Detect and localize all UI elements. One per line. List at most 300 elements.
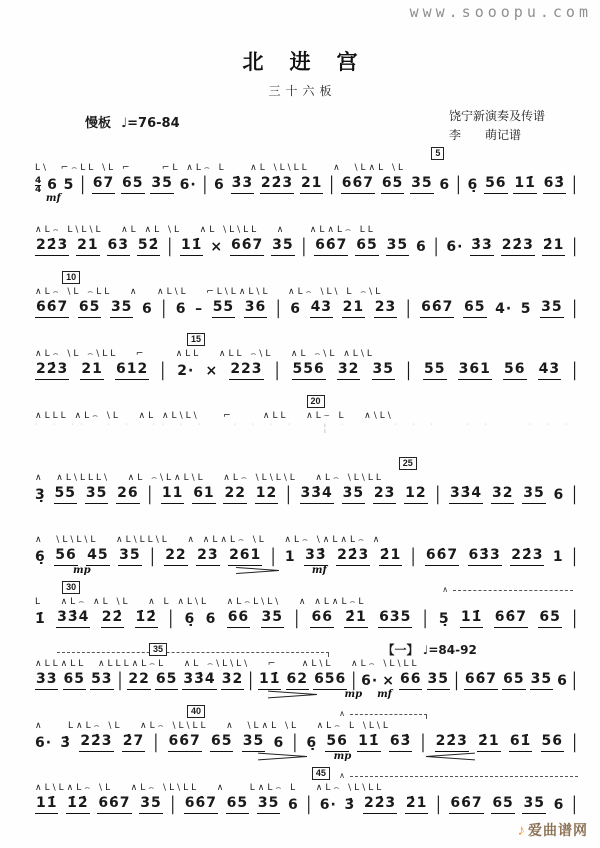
beamed-note-group: 11̇: [180, 236, 203, 256]
beamed-note-group: 2̇1: [405, 794, 428, 814]
dynamics-row: [35, 814, 578, 824]
dynamics-row: [35, 628, 578, 638]
beamed-note-group: 612: [115, 360, 149, 380]
beamed-note-group: 62: [286, 670, 309, 690]
note: 6̣: [306, 735, 318, 751]
dynamic-marking: mp: [73, 565, 91, 576]
beamed-note-group: 35: [257, 794, 280, 814]
beamed-note-group: 33̇4: [182, 670, 216, 690]
barline: |: [436, 794, 442, 816]
system-annotations: [35, 768, 578, 782]
fingering-ornaments-row: ∧L⌢ L\L\L ∧L ∧L \L ∧L \L\LL ∧ ∧L∧L⌢ LL: [35, 225, 376, 235]
beamed-note-group: 56: [484, 174, 507, 194]
note: 6·: [361, 673, 379, 689]
barline: |: [572, 360, 578, 382]
beamed-note-group: 52̇: [137, 236, 160, 256]
notes-row: [35, 670, 578, 690]
beamed-note-group: 66̇7: [168, 732, 202, 752]
music-system: [35, 396, 578, 452]
beamed-note-group: 22̇3: [260, 174, 294, 194]
note: ×: [210, 239, 224, 255]
music-note-icon: ♪: [517, 821, 525, 839]
beamed-note-group: 63: [107, 236, 130, 256]
beamed-note-group: 223: [229, 360, 263, 380]
barline: |: [167, 236, 174, 258]
measure-number-badge: 35: [149, 643, 167, 656]
measure-number-badge: 45: [312, 767, 330, 780]
beamed-note-group: 2̇1: [379, 546, 402, 566]
credit-performer: 饶宁新演奏及传谱: [448, 109, 545, 123]
beamed-note-group: 35: [540, 298, 563, 318]
barline: |: [170, 794, 177, 816]
barline: |: [420, 732, 427, 754]
fingering-ornaments-row: L\ ⌐⌢LL \L ⌐ ⌐L ∧L⌢ L ∧L \L\LL ∧ \L∧L \L: [35, 163, 407, 173]
page-subtitle: 三十六板: [268, 84, 337, 98]
barline: |: [292, 732, 299, 754]
barline: |: [329, 174, 335, 196]
system-annotations: [35, 272, 578, 286]
system-annotations: [35, 458, 578, 472]
fingering-ornaments-row: ∧ L∧L⌢ \L ∧L⌢ \L\LL ∧ \L∧L \L ∧L⌢ L \L\L: [35, 721, 391, 731]
note: 3̇: [60, 735, 72, 751]
dynamic-marking: mp: [333, 751, 352, 762]
note: –: [195, 301, 204, 317]
beamed-note-group: 66̇7: [494, 608, 528, 628]
beamed-note-group: 2̇1: [477, 732, 500, 752]
beamed-note-group: 66̇7: [314, 236, 348, 256]
beamed-note-group: 2̇1: [542, 236, 565, 256]
beamed-note-group: 21: [76, 236, 99, 256]
metronome-mark: ♩=76-84: [121, 116, 180, 131]
faded-notes-row: ˙ ˙ ˙˙ ˙ ˙ ˙˙ ˙ ˙ ˙ ˙ ˙ ˙ ¦ ˙ ˙ ˙ ˙ ˙ ˙ ˙ ˙ ˙: [35, 423, 575, 434]
beamed-note-group: 65: [491, 794, 514, 814]
beamed-note-group: 2̇7: [122, 732, 145, 752]
system-annotations: [35, 706, 578, 720]
beamed-note-group: 66̇7: [184, 794, 218, 814]
note: 6·: [35, 735, 53, 751]
note: 6·: [319, 797, 337, 813]
watermark: www.sooopu.com: [409, 3, 592, 21]
measure-number-badge: 15: [187, 333, 205, 346]
dynamic-marking: mf: [311, 565, 327, 576]
notes-row: [35, 298, 578, 318]
beamed-note-group: 67: [92, 174, 115, 194]
beamed-note-group: 55: [54, 484, 77, 504]
beamed-note-group: 53: [90, 670, 113, 690]
beamed-note-group: 56: [541, 732, 564, 752]
beamed-note-group: 61: [192, 484, 215, 504]
beamed-note-group: 63̇3: [468, 546, 502, 566]
section-tempo-label: 【一】 ♩=84-92: [382, 643, 477, 657]
page-title: 北进宫: [242, 51, 384, 74]
beamed-note-group: 65: [226, 794, 249, 814]
beamed-note-group: 43: [310, 298, 333, 318]
notes-row: [35, 174, 578, 194]
barline: |: [572, 794, 578, 816]
barline: |: [572, 484, 578, 506]
dynamics-row: [35, 690, 578, 700]
barline: |: [301, 236, 308, 258]
beamed-note-group: 2̇1: [344, 608, 367, 628]
beamed-note-group: 65: [78, 298, 101, 318]
beamed-note-group: 35: [386, 236, 409, 256]
beamed-note-group: 32: [221, 670, 244, 690]
beamed-note-group: 66̇7: [35, 298, 69, 318]
beamed-note-group: 66̇7: [449, 794, 483, 814]
beamed-note-group: 22̇3: [363, 794, 397, 814]
barline: |: [202, 174, 209, 196]
beamed-note-group: 65: [538, 608, 561, 628]
fingering-ornaments-row: ∧LLL ∧L⌢ \L ∧L ∧L\L\ ⌐ ∧LL ∧L⌣ L ∧\L\: [35, 411, 394, 421]
beamed-note-group: 35: [85, 484, 108, 504]
time-signature-denominator: 4: [35, 185, 42, 195]
note: 6: [175, 301, 187, 317]
site-logo: [518, 820, 589, 840]
note: 6: [553, 487, 565, 503]
barline: |: [294, 608, 301, 630]
beamed-note-group: 11: [161, 484, 184, 504]
beamed-note-group: 11̇: [460, 608, 483, 628]
beamed-note-group: 32: [337, 360, 360, 380]
beamed-note-group: 35: [342, 484, 365, 504]
beamed-note-group: 22: [223, 484, 246, 504]
beamed-note-group: 45: [86, 546, 109, 566]
system-annotations: [35, 396, 578, 410]
dynamics-row: [35, 504, 578, 514]
beamed-note-group: 65: [155, 670, 178, 690]
measure-number-badge: 10: [62, 271, 80, 284]
beamed-note-group: 361: [458, 360, 492, 380]
music-system: [35, 458, 578, 514]
beamed-note-group: 22̇3: [435, 732, 469, 752]
barline: |: [153, 732, 160, 754]
note: 1: [284, 549, 296, 565]
beamed-note-group: 22: [164, 546, 187, 566]
beamed-note-group: 21: [300, 174, 323, 194]
beamed-note-group: 66: [227, 608, 250, 628]
note: 6: [416, 239, 427, 255]
beamed-note-group: 56: [503, 360, 526, 380]
note: 3̣: [35, 487, 46, 503]
beamed-note-group: 23: [374, 298, 397, 318]
beamed-note-group: 1̇2̇: [66, 794, 89, 814]
beamed-note-group: 35: [410, 174, 433, 194]
beamed-note-group: 22̇3: [510, 546, 544, 566]
music-system: [35, 706, 578, 762]
beamed-note-group: 65: [502, 670, 525, 690]
note: 6: [47, 177, 58, 193]
note: 6: [290, 301, 301, 317]
fingering-ornaments-row: ∧LL∧LL ∧LLL∧L⌢L ∧L ⌢\L\L\ ⌐ ∧L\L ∧L⌢ \L\LL: [35, 659, 420, 669]
note: 6̣: [184, 611, 196, 627]
beamed-note-group: 66: [399, 670, 422, 690]
overline-prefix-mark: ∧: [442, 585, 449, 594]
beamed-note-group: 55: [212, 298, 235, 318]
measure-number-badge: 20: [307, 395, 325, 408]
music-system: [35, 272, 578, 328]
barline: |: [572, 236, 578, 258]
beamed-note-group: 61̇: [509, 732, 532, 752]
note: ×: [205, 363, 219, 379]
barline: |: [572, 546, 578, 568]
note: 6̣: [467, 177, 479, 193]
beamed-note-group: 12: [404, 484, 427, 504]
barline: |: [160, 360, 167, 382]
dynamics-row: [35, 194, 578, 204]
overline-prefix-mark: ∧: [339, 771, 345, 780]
beamed-note-group: 66: [310, 608, 333, 628]
beamed-note-group: 36: [244, 298, 267, 318]
beamed-note-group: 33̇: [304, 546, 327, 566]
beamed-note-group: 65: [381, 174, 404, 194]
notes-row: [35, 236, 578, 256]
beamed-note-group: 65: [355, 236, 378, 256]
barline: |: [405, 298, 412, 320]
beamed-note-group: 3̇3: [231, 174, 254, 194]
beamed-note-group: 65: [463, 298, 486, 318]
beamed-note-group: 11̇: [513, 174, 536, 194]
dynamic-marking: mp: [344, 689, 363, 700]
barline: |: [455, 174, 462, 196]
beamed-note-group: 21: [342, 298, 365, 318]
system-annotations: [35, 148, 578, 162]
beamed-note-group: 66̇7: [425, 546, 459, 566]
dashed-overline: [350, 714, 427, 719]
beamed-note-group: 35: [261, 608, 284, 628]
music-system: [35, 768, 578, 824]
note: 6: [273, 735, 285, 751]
site-logo-text: 爱曲谱网: [528, 822, 588, 838]
barline: |: [435, 484, 442, 506]
beamed-note-group: 22̇: [101, 608, 124, 628]
music-system: [35, 582, 578, 638]
dashed-overline: [57, 652, 330, 657]
overline-prefix-mark: ∧: [339, 709, 345, 718]
beamed-note-group: 35: [118, 546, 141, 566]
beamed-note-group: 33: [35, 670, 58, 690]
beamed-note-group: 23: [196, 546, 219, 566]
dynamics-row: [35, 752, 578, 762]
notes-row: [35, 732, 578, 752]
note: 5: [63, 177, 75, 193]
barline: |: [248, 670, 254, 692]
beamed-note-group: 35: [271, 236, 294, 256]
beamed-note-group: 32: [491, 484, 514, 504]
decresc-hairpin: [236, 567, 279, 573]
beamed-note-group: 56: [325, 732, 348, 752]
beamed-note-group: 11̇: [35, 794, 58, 814]
beamed-note-group: 63̇: [389, 732, 412, 752]
beamed-note-group: 22̇3: [35, 236, 69, 256]
system-annotations: [35, 210, 578, 224]
note: 6·: [179, 177, 197, 193]
time-signature: [35, 177, 41, 194]
note: 6: [205, 611, 217, 627]
fingering-ornaments-row: ∧L\L∧L⌢ \L ∧L⌢ \L\LL ∧ L∧L⌢ L ∧L⌢ \L\LL: [35, 783, 385, 793]
beamed-note-group: 35: [139, 794, 162, 814]
beamed-note-group: 35: [150, 174, 173, 194]
barline: |: [286, 484, 292, 506]
beamed-note-group: 33̇4: [300, 484, 334, 504]
note: 4·: [495, 301, 513, 317]
barline: |: [117, 670, 124, 692]
credits: [449, 107, 545, 145]
system-annotations: [35, 582, 578, 596]
beamed-note-group: 22̇3: [501, 236, 535, 256]
beamed-note-group: 65: [63, 670, 86, 690]
tempo-marking: [85, 112, 180, 131]
barline: |: [168, 608, 175, 630]
beamed-note-group: 12: [255, 484, 278, 504]
dashed-overline: [453, 590, 572, 595]
barline: |: [80, 174, 86, 196]
dynamics-row: [35, 256, 578, 266]
beamed-note-group: 21: [80, 360, 103, 380]
system-annotations: [35, 644, 578, 658]
beamed-note-group: 3̇3: [470, 236, 493, 256]
beamed-note-group: 43: [538, 360, 561, 380]
barline: |: [351, 670, 358, 692]
dynamic-marking: mf: [377, 689, 392, 700]
decresc-hairpin: [268, 691, 317, 697]
cresc-hairpin: [426, 753, 475, 759]
beamed-note-group: 63̇: [543, 174, 566, 194]
note: 6: [142, 301, 153, 317]
barline: |: [572, 732, 578, 754]
measure-number-badge: 40: [187, 705, 205, 718]
dynamics-row: [35, 318, 578, 328]
system-annotations: [35, 334, 578, 348]
beamed-note-group: 56: [54, 546, 77, 566]
barline: |: [306, 794, 313, 816]
beamed-note-group: 35: [522, 484, 545, 504]
beamed-note-group: 1̇2̇: [135, 608, 158, 628]
beamed-note-group: 55: [423, 360, 446, 380]
note: 6: [553, 797, 565, 813]
music-area: [35, 148, 578, 830]
barline: |: [571, 670, 578, 692]
beamed-note-group: 22: [127, 670, 150, 690]
barline: |: [454, 670, 460, 692]
beamed-note-group: 35: [110, 298, 133, 318]
barline: |: [572, 298, 578, 320]
beamed-note-group: 11̇: [258, 670, 281, 690]
time-signature-numerator: 4: [35, 176, 42, 186]
barline: |: [161, 298, 168, 320]
dynamics-row: [35, 566, 578, 576]
beamed-note-group: 22̇3: [35, 360, 69, 380]
measure-number-badge: 25: [399, 457, 417, 470]
credit-transcriber: 李 萌记谱: [448, 128, 521, 143]
note: 6̣: [35, 549, 46, 565]
music-system: [35, 644, 578, 700]
note: 3̇: [344, 797, 356, 813]
barline: |: [410, 546, 417, 568]
beamed-note-group: 35: [372, 360, 395, 380]
beamed-note-group: 66̇7: [464, 670, 498, 690]
system-annotations: [35, 520, 578, 534]
beamed-note-group: 66̇7: [420, 298, 454, 318]
beamed-note-group: 33̇4: [449, 484, 483, 504]
dynamics-row: [35, 380, 578, 390]
notes-row: [35, 360, 578, 380]
dashed-overline: [350, 776, 578, 781]
beamed-note-group: 22̇3: [79, 732, 113, 752]
beamed-note-group: 26: [116, 484, 139, 504]
notes-row: [35, 794, 578, 814]
barline: |: [571, 174, 578, 196]
barline: |: [433, 236, 440, 258]
notes-row: [35, 546, 578, 566]
music-system: [35, 334, 578, 390]
note: 1: [552, 549, 564, 565]
beamed-note-group: 35: [242, 732, 265, 752]
fingering-ornaments-row: ∧ \L\L\L ∧L\LL\L ∧ ∧L∧L⌢ \L ∧L⌢ \∧L∧L⌢ ∧: [35, 535, 383, 545]
note: 6: [214, 177, 225, 193]
fingering-ornaments-row: L ∧L⌢ ∧L \L ∧ L ∧L\L ∧L⌢L\L\ ∧ ∧L∧L⌢L: [35, 597, 367, 607]
note: ×: [382, 673, 395, 689]
beamed-note-group: 656: [313, 670, 347, 690]
barline: |: [147, 484, 154, 506]
measure-number-badge: 30: [62, 581, 80, 594]
beamed-note-group: 635: [378, 608, 412, 628]
decresc-hairpin: [258, 753, 307, 759]
barline: |: [270, 546, 277, 568]
barline: |: [275, 298, 282, 320]
barline: |: [572, 608, 578, 630]
beamed-note-group: 11̇: [357, 732, 380, 752]
beamed-note-group: 65: [121, 174, 144, 194]
music-system: [35, 148, 578, 204]
measure-number-badge: 5: [431, 147, 444, 160]
barline: |: [274, 360, 281, 382]
dynamics-row: [35, 442, 578, 452]
fingering-ornaments-row: ∧L⌢ \L ⌢\LL ⌐ ∧LL ∧LL ⌢\L ∧L ⌢\L ∧L\L: [35, 349, 375, 359]
notes-row: [35, 484, 578, 504]
note: 5̣: [438, 611, 450, 627]
tempo-label: 慢板: [85, 115, 112, 130]
beamed-note-group: 261: [228, 546, 262, 566]
fingering-ornaments-row: ∧ ∧L\LLL\ ∧L ⌢\L∧L\L ∧L⌢ \L\L\L ∧L⌢ \L\LL: [35, 473, 384, 483]
note: 6: [557, 673, 568, 689]
note: 5: [520, 301, 532, 317]
note: 6: [287, 797, 299, 813]
note: 2·: [177, 363, 195, 379]
beamed-note-group: 35: [427, 670, 450, 690]
beamed-note-group: 66̇7: [341, 174, 375, 194]
beamed-note-group: 35: [522, 794, 545, 814]
fingering-ornaments-row: ∧L⌢ \L ⌢LL ∧ ∧L\L ⌐L\L∧L\L ∧L⌢ \L\ L ⌢\L: [35, 287, 384, 297]
beamed-note-group: 66̇7: [230, 236, 264, 256]
barline: |: [406, 360, 412, 382]
note: 6: [439, 177, 451, 193]
notes-row: [35, 608, 578, 628]
dynamic-marking: mf: [45, 193, 61, 204]
beamed-note-group: 556: [292, 360, 326, 380]
beamed-note-group: 66̇7: [97, 794, 131, 814]
beamed-note-group: 35: [530, 670, 553, 690]
note: 1̇: [35, 611, 46, 627]
beamed-note-group: 65: [210, 732, 233, 752]
barline: |: [422, 608, 429, 630]
music-system: [35, 210, 578, 266]
music-system: [35, 520, 578, 576]
barline: |: [150, 546, 156, 568]
beamed-note-group: 23: [373, 484, 396, 504]
beamed-note-group: 33̇4: [56, 608, 90, 628]
beamed-note-group: 22̇3: [336, 546, 370, 566]
note: 6·: [446, 239, 464, 255]
